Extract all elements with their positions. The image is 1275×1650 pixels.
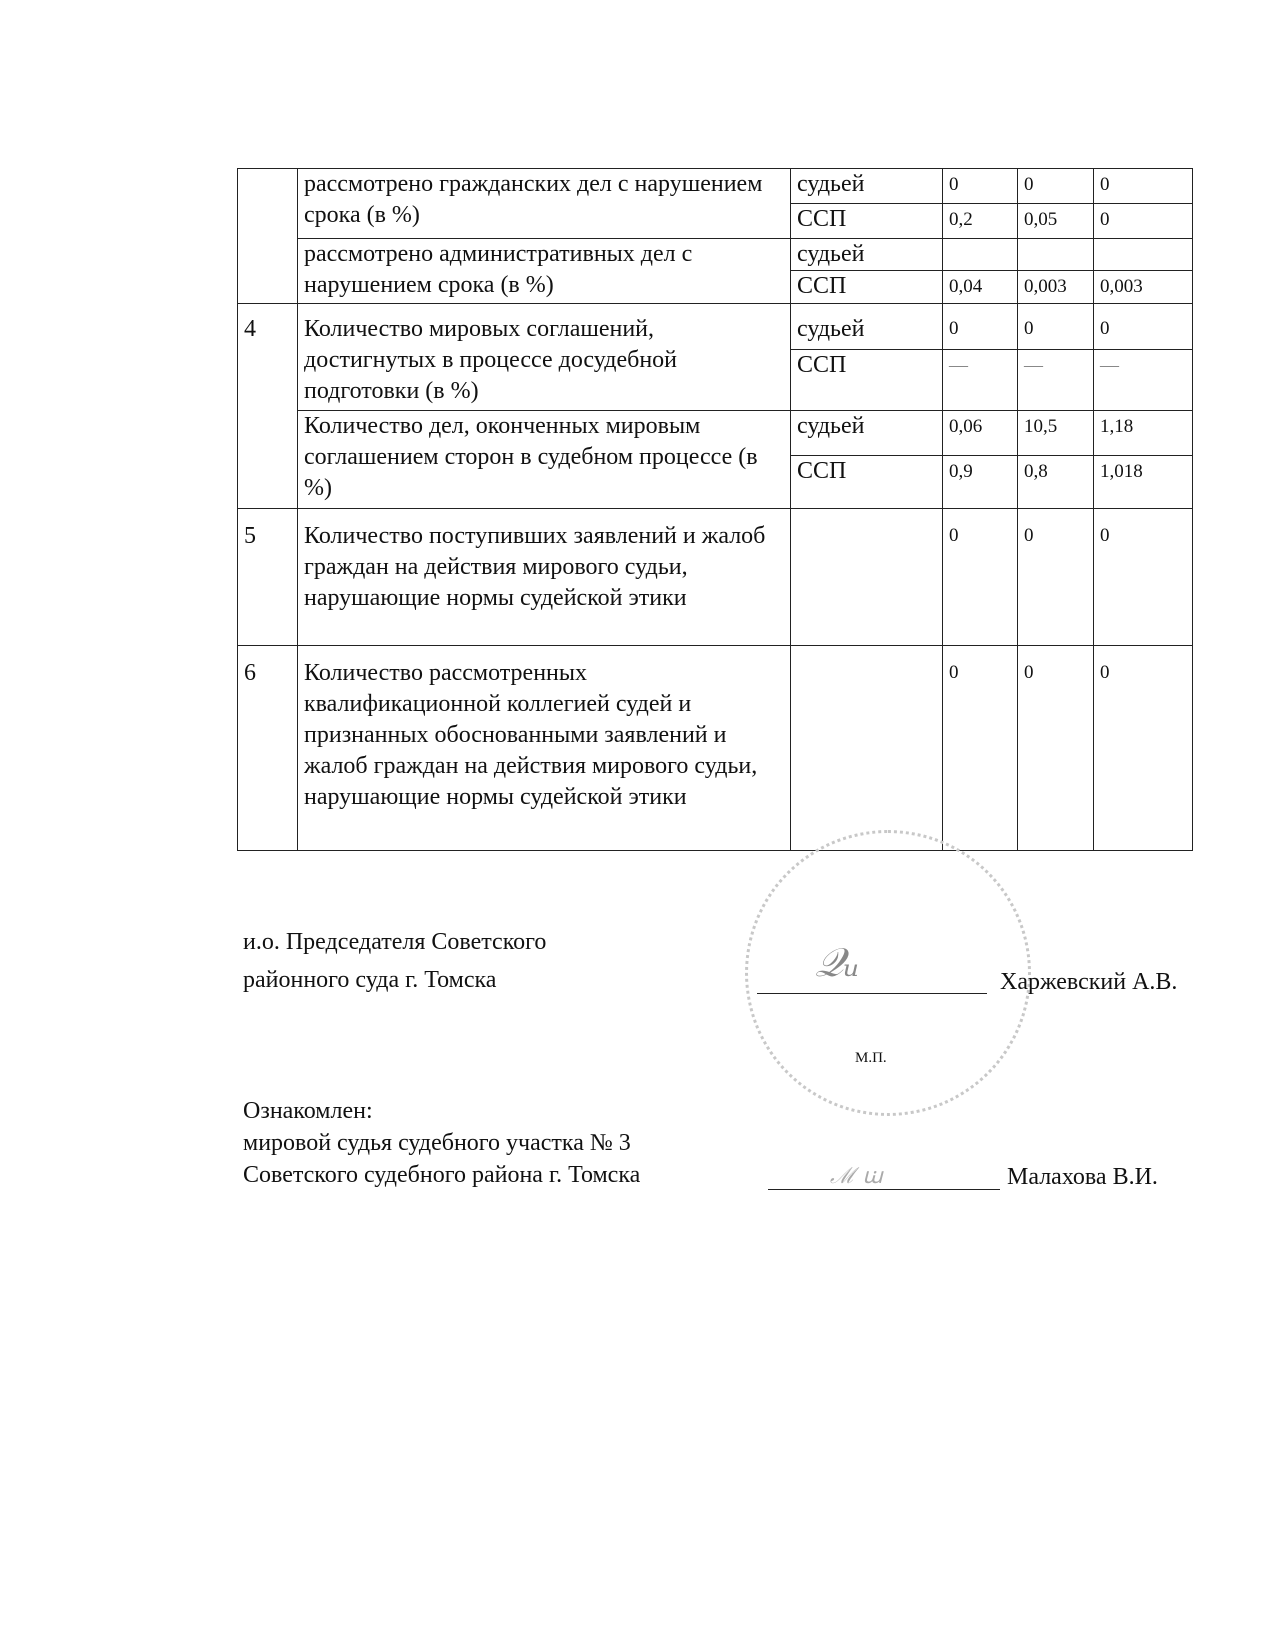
value-cell: 1,018: [1094, 456, 1193, 509]
row-label: рассмотрено административных дел с нарушением срока (в %): [298, 239, 791, 304]
type-cell: судьей: [791, 411, 943, 456]
value-cell: 0: [943, 304, 1018, 350]
value-cell: 0,9: [943, 456, 1018, 509]
chair-name: Харжевский А.В.: [1000, 969, 1178, 995]
value-cell: 0: [1018, 304, 1094, 350]
chair-title-line2: районного суда г. Томска: [243, 967, 497, 993]
table-row: [238, 169, 1193, 204]
value-cell: [943, 239, 1018, 271]
ack-label: Ознакомлен:: [243, 1098, 373, 1124]
table-row: [238, 239, 1193, 271]
type-cell: ССП: [791, 204, 943, 239]
type-cell: ССП: [791, 350, 943, 411]
value-cell: 0: [943, 169, 1018, 204]
table-row: [238, 304, 1193, 350]
table-row: [238, 411, 1193, 456]
value-cell: 1,18: [1094, 411, 1193, 456]
value-cell: [1018, 239, 1094, 271]
judge-signature-line: [768, 1189, 1000, 1190]
value-cell: 0: [1094, 509, 1193, 646]
value-cell: 0: [1018, 169, 1094, 204]
judge-title-line1: мировой судья судебного участка № 3: [243, 1130, 631, 1156]
chair-signature-line: [757, 993, 987, 994]
court-stamp: [745, 830, 1031, 1116]
row-label: рассмотрено гражданских дел с нарушением срока (в %): [298, 169, 791, 239]
dash-value-cell: —: [1094, 350, 1193, 411]
value-cell: 0,003: [1094, 271, 1193, 304]
value-cell: 0,06: [943, 411, 1018, 456]
value-cell: 0: [1018, 646, 1094, 851]
value-cell: 0: [943, 646, 1018, 851]
type-cell: [791, 509, 943, 646]
judge-title-line2: Советского судебного района г. Томска: [243, 1162, 641, 1188]
value-cell: 0,8: [1018, 456, 1094, 509]
table-row: [238, 646, 1193, 851]
type-cell: судьей: [791, 304, 943, 350]
row-label: Количество мировых соглашений, достигнутых в процессе досудебной подготовки (в %): [298, 304, 791, 411]
value-cell: 0: [1094, 646, 1193, 851]
value-cell: 0: [1094, 169, 1193, 204]
type-cell: ССП: [791, 456, 943, 509]
row-label: Количество дел, оконченных мировым соглашением сторон в судебном процессе (в %): [298, 411, 791, 509]
type-cell: судьей: [791, 169, 943, 204]
judge-name: Малахова В.И.: [1007, 1164, 1158, 1190]
row-label: Количество рассмотренных квалификационной коллегией судей и признанных обоснованными заявлений и жалоб граждан на действия мирового судьи, нарушающие нормы судейской этики: [298, 646, 791, 851]
value-cell: 0: [1018, 509, 1094, 646]
value-cell: 0: [943, 509, 1018, 646]
statistics-table: [237, 168, 1193, 851]
type-cell: судьей: [791, 239, 943, 271]
value-cell: 0,003: [1018, 271, 1094, 304]
chair-title-line1: и.о. Председателя Советского: [243, 929, 547, 955]
value-cell: 0: [1094, 204, 1193, 239]
value-cell: 0,04: [943, 271, 1018, 304]
row-number: 4: [238, 304, 298, 509]
value-cell: 10,5: [1018, 411, 1094, 456]
row-label: Количество поступивших заявлений и жалоб граждан на действия мирового судьи, нарушающие нормы судейской этики: [298, 509, 791, 646]
judge-signature: ℳ ꭐ: [830, 1164, 883, 1189]
dash-value-cell: —: [1018, 350, 1094, 411]
chair-signature: 𝒬ᵤ: [815, 940, 860, 986]
row-number: 6: [238, 646, 298, 851]
value-cell: 0,05: [1018, 204, 1094, 239]
row-number: 5: [238, 509, 298, 646]
value-cell: [1094, 239, 1193, 271]
row-number: [238, 169, 298, 304]
stamp-label: М.П.: [855, 1050, 887, 1066]
value-cell: 0: [1094, 304, 1193, 350]
value-cell: 0,2: [943, 204, 1018, 239]
type-cell: [791, 646, 943, 851]
dash-value-cell: —: [943, 350, 1018, 411]
table-row: [238, 509, 1193, 646]
type-cell: ССП: [791, 271, 943, 304]
